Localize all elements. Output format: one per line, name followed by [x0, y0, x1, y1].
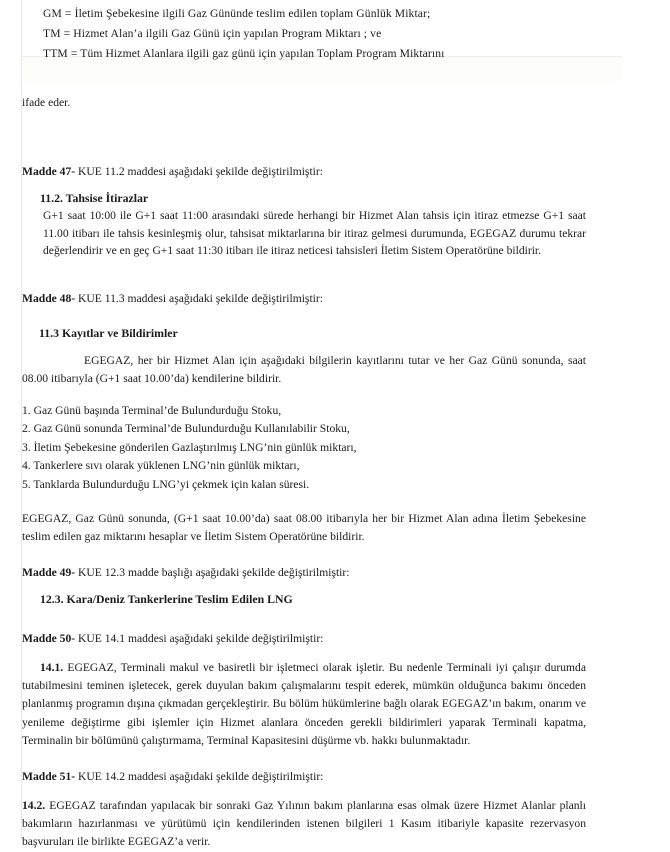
article-heading-madde-48: [22, 290, 586, 307]
list-item: 2. Gaz Günü sonunda Terminal’de Bulundurduğu Kullanılabilir Stoku,: [22, 422, 350, 435]
madde-label: Madde 51-: [22, 770, 76, 784]
clause-heading-12-3: 12.3. Kara/Deniz Tankerlerine Teslim Edilen LNG: [40, 592, 293, 606]
madde-rest: KUE 14.2 maddesi aşağıdaki şekilde değiştirilmiştir:: [75, 770, 324, 784]
clause-body-11-3-second: EGEGAZ, Gaz Günü sonunda, (G+1 saat 10.00’da) saat 08.00 itibarıyla her bir Hizmet Alan adına İletim Şebekesine teslim edilen gaz miktarını hesaplar ve İletim Sistem Operatörüne bildirir.: [22, 512, 586, 543]
madde-rest: KUE 11.2 maddesi aşağıdaki şekilde değiştirilmiştir:: [75, 165, 323, 178]
definition-line: TM = Hizmet Alan’a ilgili Gaz Günü için yapılan Program Miktarı ; ve: [43, 27, 382, 40]
madde-label: Madde 48-: [22, 291, 76, 305]
records-numbered-list: [22, 402, 586, 495]
list-item: 1. Gaz Günü başında Terminal’de Bulundurduğu Stoku,: [22, 403, 282, 417]
madde-label: Madde 47-: [22, 165, 76, 178]
madde-label: Madde 49-: [22, 566, 76, 579]
clause-text-14-2: EGEGAZ tarafından yapılacak bir sonraki Gaz Yılının bakım planlarına esas olmak üzere Hizmet Alanlar planlı bakımların hazırlanması ve yürütümü için kendilerinden istenen bilgileri 1 Kasım itibariyle kapasite rezervasyon başvuruları ile birlikte EGEGAZ’a verir.: [22, 799, 586, 849]
list-item: 4. Tankerlere sıvı olarak yüklenen LNG’nin günlük miktarı,: [22, 459, 300, 472]
article-heading-madde-51: [22, 768, 586, 785]
clause-heading-11-3: 11.3 Kayıtlar ve Bildirimler: [39, 325, 178, 340]
article-heading-madde-50: [22, 630, 586, 647]
clause-body-14-2: [22, 797, 586, 852]
list-item: 5. Tanklarda Bulundurduğu LNG’yi çekmek için kalan süresi.: [22, 477, 310, 491]
madde-rest: KUE 12.3 madde başlığı aşağıdaki şekilde değiştirilmiştir:: [75, 566, 350, 579]
madde-rest: KUE 11.3 maddesi aşağıdaki şekilde değiştirilmiştir:: [75, 291, 323, 305]
definition-list: [22, 0, 586, 64]
clause-body-11-3: EGEGAZ, her bir Hizmet Alan için aşağıdaki bilgilerin kayıtlarını tutar ve her Gaz Günü sonunda, saat 08.00 itibarıyla (G+1 saat 10.00’da) kendilerine bildirir.: [22, 353, 586, 385]
clause-body-14-1: [22, 659, 586, 750]
article-heading-madde-49: [22, 564, 586, 581]
list-item: 3. İletim Şebekesine gönderilen Gazlaştırılmış LNG’nin günlük miktarı,: [22, 440, 357, 454]
article-heading-madde-47: [22, 163, 586, 180]
clause-number-14-1: 14.1.: [40, 661, 64, 674]
clause-text-14-1: EGEGAZ, Terminali makul ve basiretli bir işletmeci olarak işletir. Bu nedenle Terminali iyi çalışır durumda tutabilmesini teminen işletecek, gerek duyulan bakım çalışmalarını tespit ederek, mümkün olduğunca bakımı önceden planlanmış programın dışına çıkmadan gerçekleştirir. Bu bölüm hükümlerine bağlı olarak EGEGAZ’ın bakım, onarım ve yenileme değiştirme gibi işlemler için Hizmet alanlara önceden gerekli bildirimleri yaparak Terminali kapatma, Terminalin bir bölümünü çalıştırmama, Terminal Kapasitesini düşürme vb. hakkı bulunmaktadır.: [22, 661, 586, 747]
definition-line: GM = İletim Şebekesine ilgili Gaz Gününde teslim edilen toplam Günlük Miktar;: [43, 7, 431, 20]
madde-label: Madde 50-: [22, 632, 76, 645]
definition-line: TTM = Tüm Hizmet Alanlara ilgili gaz günü için yapılan Toplam Program Miktarını: [43, 47, 445, 60]
clause-number-14-2: 14.2.: [22, 799, 46, 813]
clause-body-11-2: G+1 saat 10:00 ile G+1 saat 11:00 arasındaki sürede herhangi bir Hizmet Alan tahsis için itiraz etmezse G+1 saat 11.00 itibarı ile tahsis kesinleşmiş olur, tahsisat miktarlarına bir itiraz gelmesi durumunda, EGEGAZ durumu tekrar değerlendirir ve en geç G+1 saat 11:30 itibarı ile itiraz neticesi tahsisleri İletim Sistem Operatörüne bildirir.: [43, 209, 586, 257]
madde-rest: KUE 14.1 maddesi aşağıdaki şekilde değiştirilmiştir:: [75, 632, 324, 645]
clause-heading-11-2: 11.2. Tahsise İtirazlar: [40, 191, 149, 205]
definitions-closing-text: ifade eder.: [22, 96, 71, 109]
